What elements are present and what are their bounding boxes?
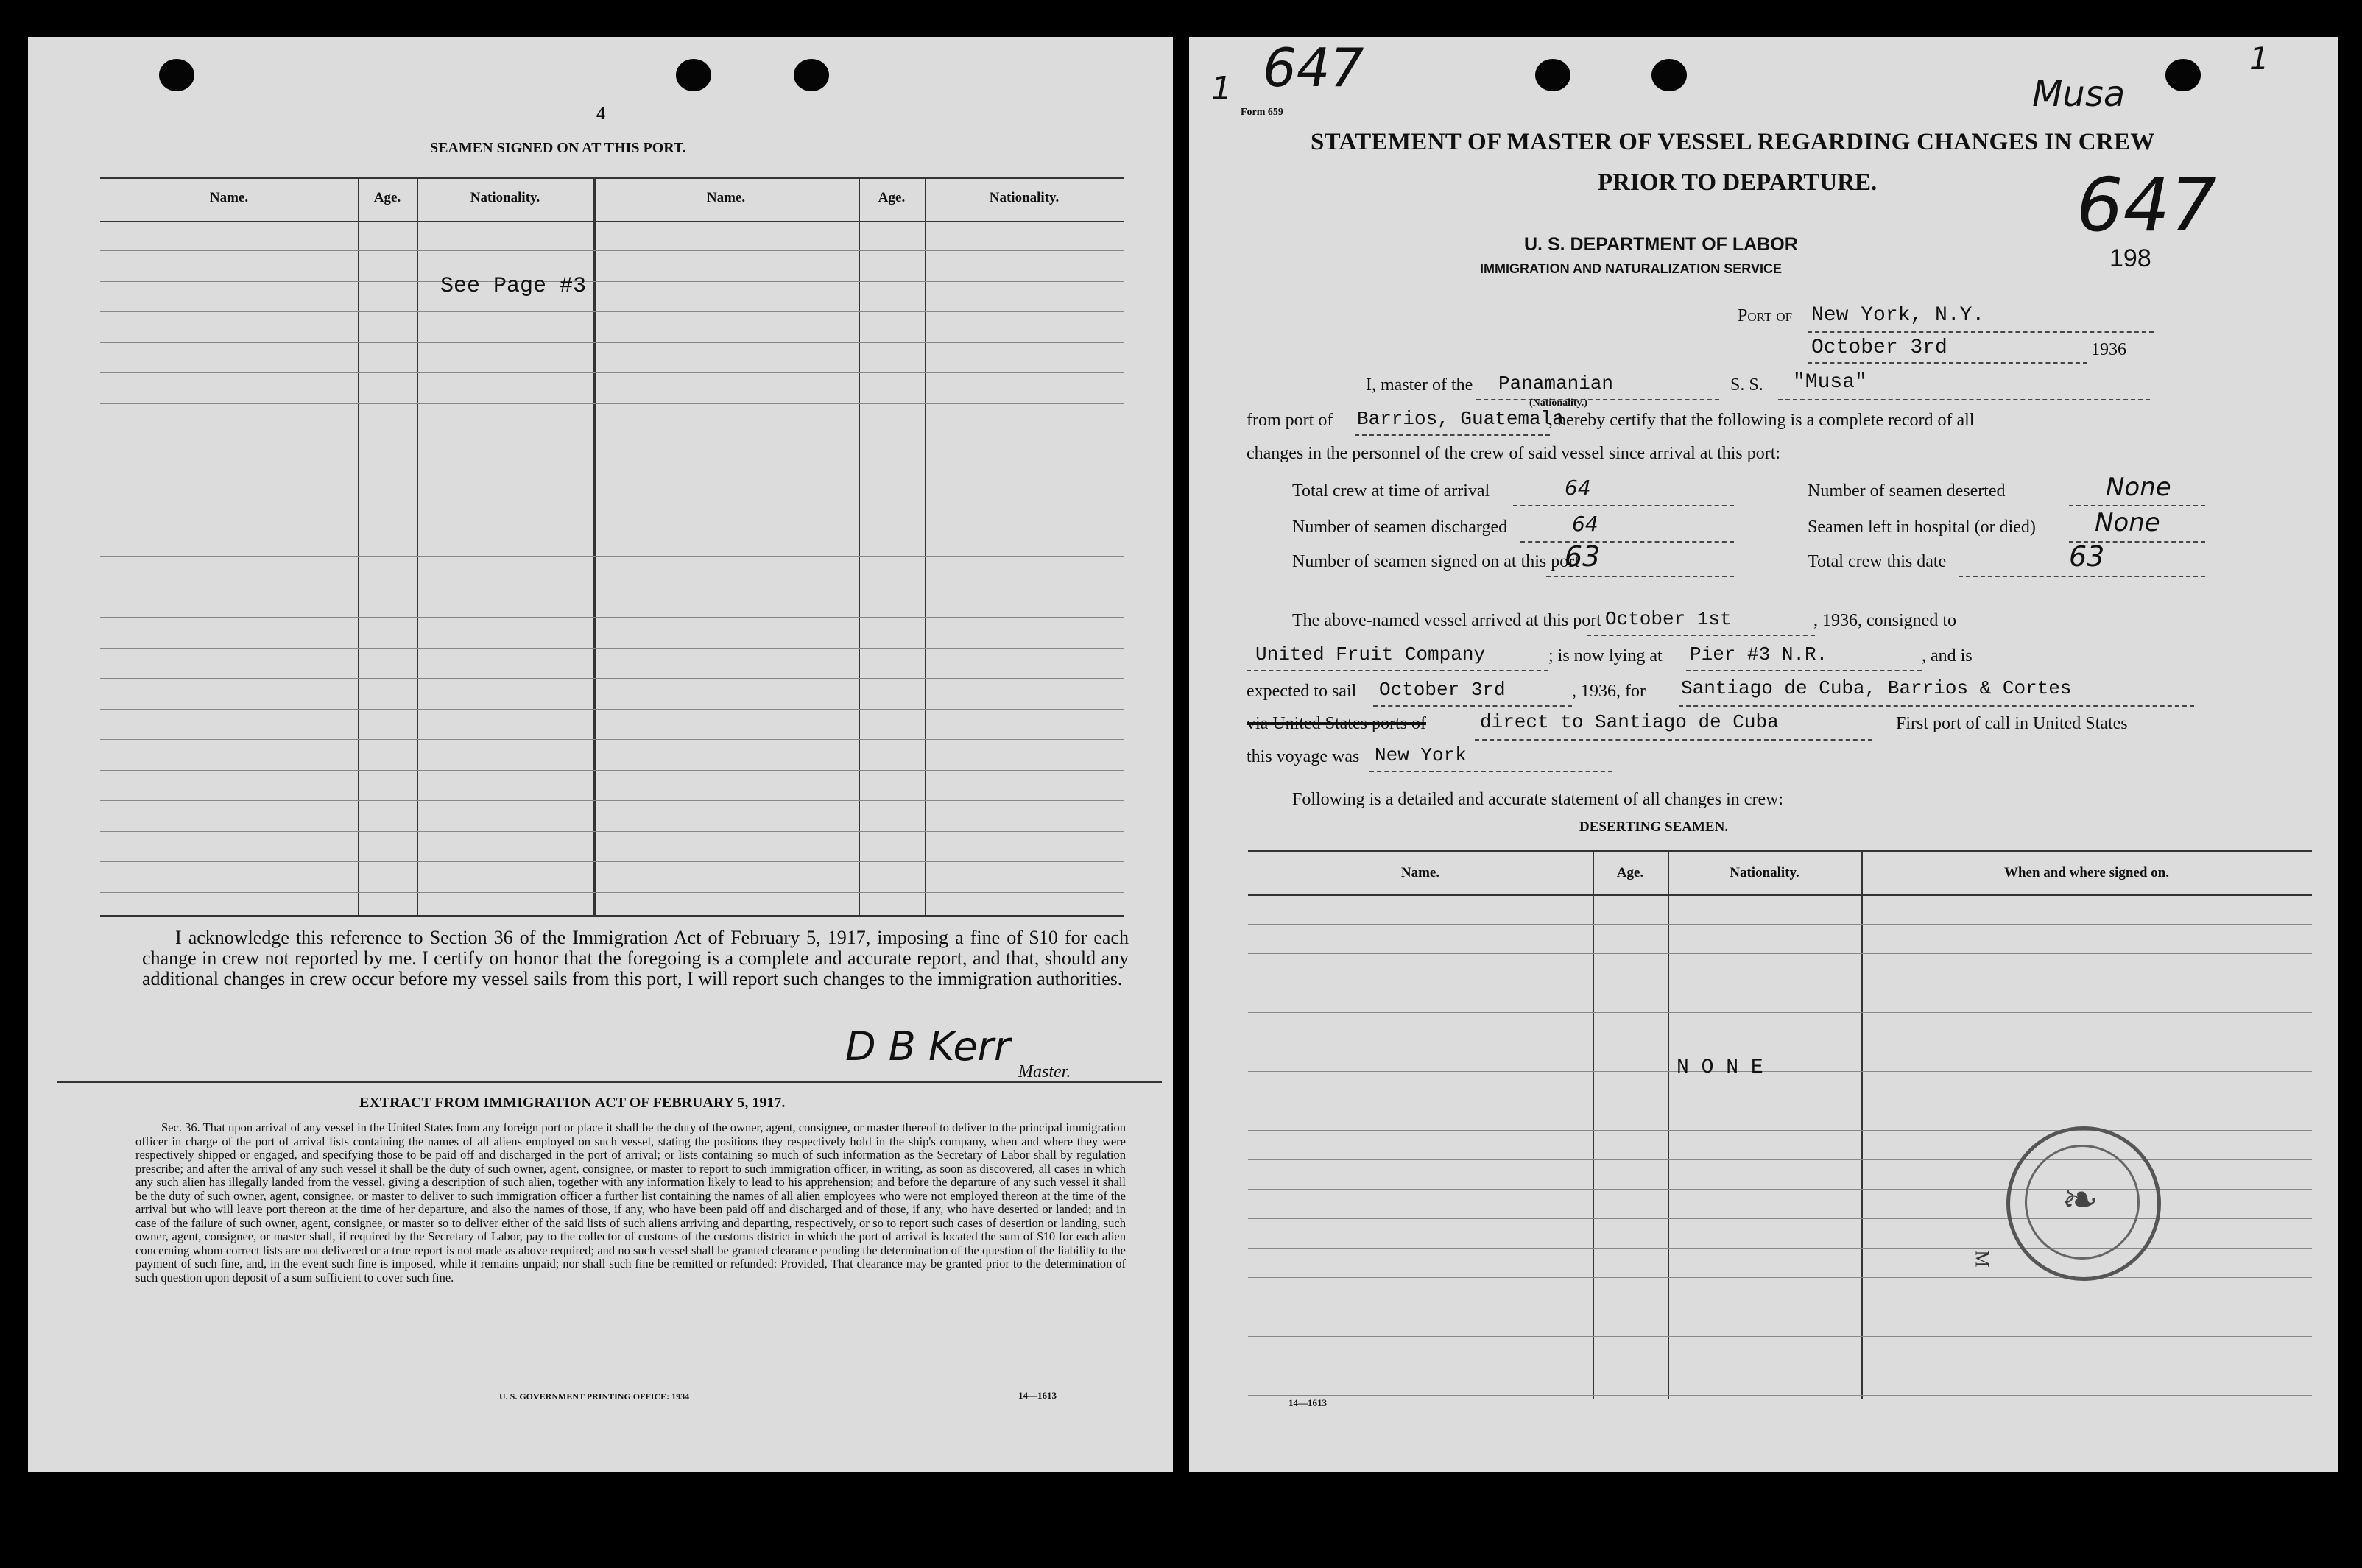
discharged-label: Number of seamen discharged — [1292, 518, 1508, 537]
for-text: , 1936, for — [1572, 682, 1646, 701]
punch-hole — [1535, 59, 1570, 91]
stamp-letter: M — [1971, 1250, 1993, 1268]
deserted-label: Number of seamen deserted — [1808, 481, 2006, 501]
date-year: 1936 — [2091, 340, 2126, 359]
extract-title: EXTRACT FROM IMMIGRATION ACT OF FEBRUARY 5, 1917. — [359, 1095, 786, 1111]
and-is-text: , and is — [1922, 646, 1973, 665]
table-row — [1248, 924, 2312, 925]
table-row — [1248, 1130, 2312, 1131]
extract-text: Sec. 36. That upon arrival of any vessel in the United States from any foreign port or place it shall be the duty of the owner, agent, consignee, or master thereof to deliver to the principal immigration officer in charge of the port of arrival lists containing the names of all aliens employed on such vessel, stating the positions they respectively hold in the ship's company, when and where they were respectively shipped or engaged, and specifying those to be paid off and discharged in the port of arrival; or lists containing so much of such information as the Secretary of Labor shall by regulation prescribe; and after the arrival of any such vessel it shall be the duty of such owner, agent, consignee, or master to report to such immigration officer, in writing, as soon as discovered, all cases in which any such alien has illegally landed from the vessel, giving a description of such alien, together with any information likely to lead to his apprehension; and before the departure of any such vessel it shall be the duty of such owner, agent, consignee, or master to deliver to such immigration officer a further list containing the names of all alien employees who were not employed thereon at the time of the arrival but who will leave port thereon at the time of her departure, and also the names of those, if any, who have been paid off and discharged and of those, if any, who have deserted or landed; and in case of the failure of such owner, agent, consignee, or master so to deliver either of the said lists of such aliens arriving and departing, respectively, or so to report such cases of desertion or landing, such owner, agent, consignee, or master shall, if required by the Secretary of Labor, pay to the collector of customs of the customs district in which the port of arrival is located the sum of $10 for each alien concerning whom correct lists are not delivered or a true report is not made as above required; and no such vessel shall be granted clearance pending the determination of the question of the liability to the payment of such fine, and, in the event such fine is imposed, while it remains unpaid; nor shall such fine be remitted or refunded: Provided, That clearance may be granted prior to the determination of such question upon deposit of a sum sufficient to cover such fine. — [135, 1120, 1126, 1285]
arrived-prefix: The above-named vessel arrived at this port — [1292, 611, 1601, 630]
table-row — [100, 861, 1124, 862]
from-port-prefix: from port of — [1247, 411, 1333, 430]
printer-credit: U. S. GOVERNMENT PRINTING OFFICE: 1934 — [499, 1391, 690, 1402]
section-title: SEAMEN SIGNED ON AT THIS PORT. — [430, 140, 686, 156]
column-header-nationality: Nationality. — [1730, 865, 1799, 880]
table-row — [1248, 953, 2312, 954]
handwritten-number-large: 647 — [2076, 162, 2217, 248]
column-divider — [417, 177, 418, 915]
table-row — [1248, 1071, 2312, 1072]
table-row — [100, 709, 1124, 710]
form-code: 14—1613 — [1288, 1397, 1327, 1408]
column-header-name: Name. — [706, 190, 746, 205]
form-title-line1: STATEMENT OF MASTER OF VESSEL REGARDING CHANGES IN CREW — [1311, 129, 2155, 155]
corner-mark: 1 — [2249, 40, 2269, 77]
port-value: New York, N.Y. — [1811, 304, 1985, 327]
master-label: Master. — [1018, 1062, 1071, 1081]
table-row — [1248, 1336, 2312, 1337]
table-row — [100, 250, 1124, 251]
destination-value: Santiago de Cuba, Barrios & Cortes — [1681, 677, 2072, 699]
signed-on-value: 63 — [1565, 540, 1601, 573]
deserting-title: DESERTING SEAMEN. — [1579, 819, 1729, 835]
column-header-age: Age. — [1616, 865, 1644, 880]
form-label: Form 659 — [1241, 107, 1283, 118]
service: IMMIGRATION AND NATURALIZATION SERVICE — [1480, 261, 1782, 276]
punch-hole — [794, 59, 829, 91]
table-row — [1248, 1012, 2312, 1013]
sail-date: October 3rd — [1379, 679, 1506, 701]
master-signature: D B Kerr — [845, 1023, 1011, 1070]
table-header-border — [1248, 894, 2312, 896]
column-header-name: Name. — [1400, 865, 1440, 880]
punch-hole — [159, 59, 194, 91]
total-today-value: 63 — [2069, 540, 2105, 573]
via-value: direct to Santiago de Cuba — [1480, 711, 1779, 733]
column-divider — [1593, 850, 1594, 1399]
table-row — [100, 739, 1124, 740]
table-row — [100, 800, 1124, 801]
table-row — [100, 678, 1124, 679]
table-row — [100, 770, 1124, 771]
discharged-value: 64 — [1572, 512, 1598, 536]
punch-hole — [1651, 59, 1687, 91]
column-divider — [358, 177, 359, 915]
page-number: 4 — [596, 105, 605, 124]
punch-hole — [676, 59, 711, 91]
lying-text: ; is now lying at — [1548, 646, 1663, 665]
column-header-age: Age. — [878, 190, 906, 205]
table-row — [1248, 1159, 2312, 1160]
table-row — [1248, 1248, 2312, 1249]
table-row — [100, 342, 1124, 343]
column-header-name: Name. — [209, 190, 249, 205]
column-divider — [1861, 850, 1863, 1399]
stamped-number: 198 — [2109, 244, 2151, 272]
form-title-line2: PRIOR TO DEPARTURE. — [1598, 169, 1878, 196]
arrived-date: October 1st — [1605, 608, 1732, 630]
from-port-value: Barrios, Guatemala — [1357, 408, 1564, 430]
voyage-prefix: this voyage was — [1247, 747, 1360, 766]
form-code: 14—1613 — [1018, 1390, 1057, 1401]
certify-text: , hereby certify that the following is a complete record of all — [1548, 411, 1975, 430]
immigration-service-stamp: ❧ — [2006, 1126, 2161, 1281]
table-top-border — [100, 177, 1124, 179]
sail-prefix: expected to sail — [1247, 682, 1357, 701]
acknowledgment-text: I acknowledge this reference to Section 36 of the Immigration Act of February 5, 1917, imposing a fine of $10 for each change in crew not reported by me. I certify on honor that the foregoing is a complete and accurate report, and that, should any additional changes in crew occur before my vessel sails from this port, I will report such changes to the immigration authorities. — [142, 927, 1129, 989]
table-row — [100, 311, 1124, 312]
via-text-struck: via United States ports of — [1247, 714, 1426, 733]
corner-mark: 1 — [1211, 70, 1232, 107]
total-crew-line — [1513, 489, 1734, 506]
table-row — [100, 281, 1124, 282]
extract-divider — [57, 1081, 1162, 1083]
column-divider — [859, 177, 860, 915]
table-row — [100, 648, 1124, 649]
none-entry: N O N E — [1677, 1056, 1763, 1079]
deserted-value: None — [2106, 473, 2171, 502]
vessel-name: "Musa" — [1793, 371, 1867, 394]
table-row — [100, 372, 1124, 373]
department: U. S. DEPARTMENT OF LABOR — [1524, 234, 1798, 255]
consigned-text: , 1936, consigned to — [1813, 611, 1956, 630]
entry-see-page: See Page #3 — [440, 274, 587, 299]
master-prefix: I, master of the — [1366, 375, 1473, 395]
discharged-line — [1520, 525, 1734, 543]
column-header-signed-on: When and where signed on. — [2003, 865, 2169, 880]
changes-text: changes in the personnel of the crew of said vessel since arrival at this port: — [1247, 444, 1781, 463]
table-row — [100, 831, 1124, 832]
column-header-age: Age. — [373, 190, 401, 205]
table-row — [100, 556, 1124, 557]
column-header-nationality: Nationality. — [470, 190, 540, 205]
date-value: October 3rd — [1811, 336, 1947, 359]
right-page — [1189, 37, 2338, 1472]
table-row — [100, 892, 1124, 893]
nationality-caption: (Nationality.) — [1529, 398, 1587, 409]
hospital-label: Seamen left in hospital (or died) — [1808, 518, 2036, 537]
first-port-text: First port of call in United States — [1896, 714, 2128, 733]
column-divider — [1668, 850, 1669, 1399]
table-row — [100, 617, 1124, 618]
column-header-nationality: Nationality. — [989, 190, 1060, 205]
vessel-note: Musa — [2032, 74, 2126, 115]
left-page — [28, 37, 1173, 1472]
total-crew-value: 64 — [1565, 476, 1591, 500]
port-label: Port of — [1738, 306, 1793, 325]
table-row — [1248, 1277, 2312, 1278]
table-header-border — [100, 221, 1124, 222]
column-divider — [925, 177, 926, 915]
pier-value: Pier #3 N.R. — [1690, 643, 1828, 665]
consignee-value: United Fruit Company — [1255, 643, 1486, 665]
table-bottom-border — [100, 915, 1124, 917]
nationality-value: Panamanian — [1498, 372, 1614, 395]
table-row — [100, 403, 1124, 404]
total-crew-label: Total crew at time of arrival — [1292, 481, 1490, 501]
column-divider — [593, 177, 596, 915]
signed-on-label: Number of seamen signed on at this port — [1292, 552, 1579, 571]
punch-hole — [2165, 59, 2201, 91]
table-top-border — [1248, 850, 2312, 852]
total-today-label: Total crew this date — [1808, 552, 1947, 571]
following-text: Following is a detailed and accurate statement of all changes in crew: — [1292, 790, 1784, 809]
table-row — [1248, 1395, 2312, 1396]
ss-label: S. S. — [1730, 375, 1763, 395]
hospital-value: None — [2095, 508, 2160, 537]
voyage-value: New York — [1375, 744, 1467, 766]
handwritten-file-number: 647 — [1263, 37, 1364, 99]
